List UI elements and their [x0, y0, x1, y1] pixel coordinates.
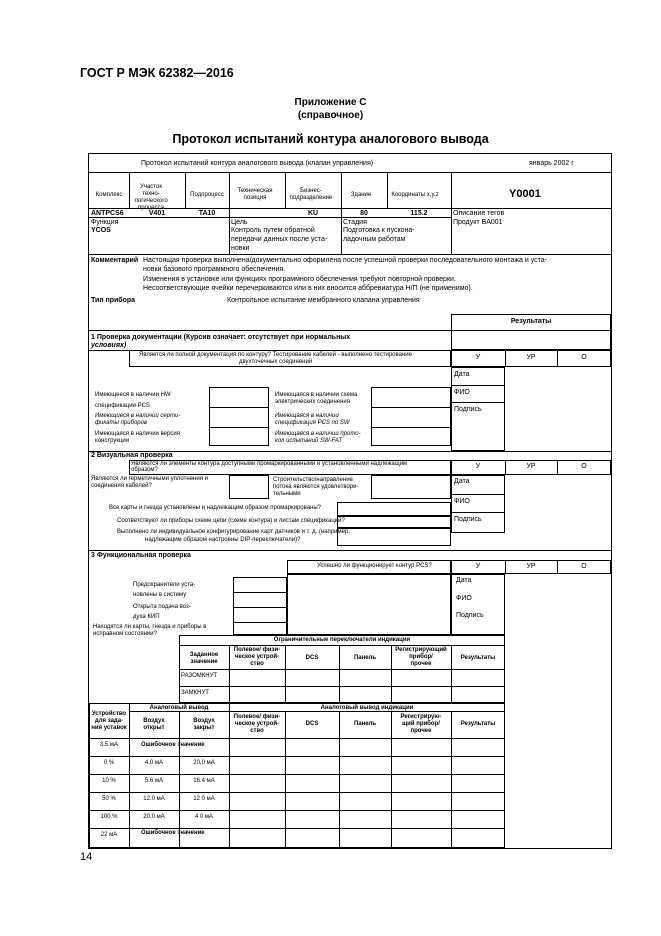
col-business: Бизнес-подразделение	[289, 188, 333, 201]
ai-title: Аналоговый вывод индикации	[320, 705, 414, 711]
s3-o: О	[581, 563, 587, 570]
s1-item-fat: Имеющаяся в наличии прото-	[275, 431, 361, 437]
s3-ur: УР	[526, 563, 536, 570]
comment-line-3: Изменения в установке или функциях программного обеспечения требуют повторной проверки.	[143, 276, 456, 283]
set-value-2: значение	[190, 659, 218, 665]
device-col-3: ния уставок	[91, 725, 127, 731]
s2-q1-line-2: образом?	[131, 467, 158, 473]
air-open-2: открыт	[143, 725, 165, 731]
field-dev-1: Полевое/ физи-	[233, 647, 281, 653]
s2-q2-line-2: соединения кабелей?	[91, 483, 152, 489]
s1-fio: ФИО	[454, 389, 470, 396]
s2-q2-line-1: Являются ли герметичными уплотнения и	[91, 476, 208, 482]
row-1-set: 3.5 мА	[99, 742, 119, 748]
s2-q6-line-1: Выполнено ли индивидуальное конфигурирование карт датчиков и т. д. (например,	[117, 529, 350, 535]
row-5-b: 4 0 мА	[194, 814, 214, 820]
col-complex: Комплекс	[95, 192, 123, 198]
row-4-a: 12.0 мА	[143, 796, 165, 802]
appendix-note: (справочное)	[297, 110, 364, 121]
recorder2-1: Регистрирую-	[400, 714, 442, 720]
row-2-a: 4.0 мА	[144, 760, 164, 766]
s2-q3-line-2: потока являются удовлетвори-	[273, 484, 359, 490]
s2-u: У	[475, 463, 481, 470]
air-closed-2: закрыт	[193, 725, 215, 731]
val-business: KU	[307, 210, 319, 217]
results-col-2: Результаты	[460, 721, 496, 727]
s1-ur: УР	[526, 354, 536, 361]
ao-title: Аналоговый вывод	[149, 705, 209, 711]
form-date: январь 2002 г	[529, 160, 574, 167]
function-label: Функция	[91, 219, 119, 226]
s3-left-6: исправном состоянии?	[93, 631, 157, 637]
stage-label: Стадия	[343, 219, 367, 226]
tag-description: Описание тегов	[453, 210, 505, 217]
goal-label: Цель	[231, 219, 248, 226]
row-5-set: 100 %	[100, 814, 118, 820]
s1-item-wiring-2: электрических соединения	[275, 399, 351, 405]
s1-question-line-2: двухточечных соединений	[239, 359, 313, 365]
s2-ur: УР	[526, 463, 536, 470]
comment-label: Комментарий	[91, 257, 139, 264]
divider	[89, 172, 611, 173]
recorder-1: Регистрирующий	[395, 647, 447, 653]
comment-line-1: Настоящая проверка выполнена/документально оформлена после успешной проверки последовательного монтажа и уста-	[143, 257, 548, 264]
row-3-set: 10 %	[102, 778, 116, 784]
field-dev-3: ство	[250, 661, 264, 667]
val-coords: 115.2	[410, 210, 428, 217]
s3-fio: ФИО	[456, 595, 472, 602]
comment-line-4: Несоответствующие ячейки перечеркиваются или в них вносится аббревиатура Н/П (не применимо).	[143, 285, 473, 292]
s1-item-version-2: конструкции	[95, 438, 130, 444]
s2-date: Дата	[454, 478, 470, 485]
s3-left-3: Открыта подача воз-	[133, 604, 191, 610]
row-2-b: 20,0 мА	[193, 760, 215, 766]
row-6-set: 22 мА	[100, 832, 118, 838]
device-col-1: Устройство	[91, 711, 127, 717]
row-4-b: 12 0 мА	[193, 796, 215, 802]
s1-u: У	[475, 354, 481, 361]
s2-q5: Соответствуют ли приборы схеме цепи (схеме контура) и листам спецификаций?	[117, 518, 345, 524]
recorder-2: прибор/	[409, 654, 433, 660]
s1-title-2: условиях)	[91, 342, 127, 349]
device-col-2: для зада-	[94, 718, 124, 724]
product: Продукт BA001	[453, 219, 503, 226]
row-3-b: 16.4 мА	[193, 778, 215, 784]
field-dev2-1: Полевое/ физи-	[233, 714, 281, 720]
row-6-error: Ошибочное значение	[141, 830, 205, 836]
s2-q3-line-3: тельными	[273, 491, 301, 497]
s1-question-line-1: Является ли полной документация по контуру? Тестирование кабелей - выполнено тестирование	[139, 352, 412, 358]
val-building: 80	[360, 210, 368, 217]
s3-left-2: новлены в систему	[133, 592, 187, 598]
s3-title: 3 Функциональная проверка	[91, 552, 191, 559]
stage-line-2: ладочным работам	[343, 236, 406, 243]
recorder2-3: прочее	[410, 728, 432, 734]
s1-item-fat-2: кол испытаний SW-FAT	[275, 438, 343, 444]
val-subprocess: TA10	[198, 210, 216, 217]
s2-fio: ФИО	[454, 498, 470, 505]
s3-left-1: Предохранители уста-	[133, 582, 196, 588]
row-5-a: 20.0 мА	[143, 814, 165, 820]
function-value: YCOS	[91, 227, 111, 234]
goal-line-2: передачи данных после уста-	[231, 236, 328, 243]
recorder2-2: щий прибор/	[402, 721, 440, 727]
results-col: Результаты	[460, 655, 496, 661]
limit-title: Ограничительные переключатели индикации	[273, 637, 411, 643]
s2-o: О	[581, 463, 587, 470]
col-building: Здание	[350, 192, 372, 198]
s3-left-5: Находятся ли карты, гнезда и приборы в	[93, 624, 207, 630]
s1-item-cert: Имеющиеся в наличии серти-	[95, 413, 181, 419]
col-tech-position: Техническая позиция	[237, 188, 273, 201]
s3-q1: Успешно ли функционирует контур PCS?	[317, 563, 432, 569]
comment-line-2: новки базового программного обеспечения.	[143, 266, 286, 273]
col-coords: Координаты x,y,z	[391, 192, 439, 198]
stage-line-1: Подготовка к пускона-	[343, 227, 415, 234]
s3-u: У	[475, 563, 481, 570]
s2-sign: Подпись	[454, 516, 482, 523]
dcs-header: DCS	[305, 655, 319, 661]
page-number: 14	[80, 851, 93, 863]
dcs-header-2: DCS	[305, 721, 319, 727]
s2-q1-line-1: Являются ли элементы контура доступными промаркированными и установленными надлежащим	[131, 461, 408, 467]
val-complex: ANTPCS6	[91, 210, 124, 217]
s1-item-cert-2: фикаты приборов	[95, 420, 148, 426]
s1-item-spec: Имеющаяся в наличии	[275, 413, 339, 419]
standard-header: ГОСТ Р МЭК 62382—2016	[80, 66, 234, 80]
s1-item-hw-2: спецификации PCS	[95, 403, 150, 409]
air-open-1: Воздух	[143, 718, 165, 724]
s2-q4: Все карты и гнезда установлены и надлежащим образом промаркированы?	[109, 505, 322, 511]
s3-sign: Подпись	[456, 612, 484, 619]
s1-item-version: Имеющаяся в наличии версия	[95, 431, 180, 437]
col-subprocess: Подпроцесс	[190, 192, 224, 198]
goal-line-3: новки	[231, 245, 250, 252]
device-type-value: Контрольное испытание мембранного клапана управления	[227, 297, 420, 304]
s3-date: Дата	[456, 577, 472, 584]
device-type-label: Тип прибора	[91, 297, 136, 304]
set-value-1: Заданное	[189, 652, 219, 658]
s3-left-4: духа КИП	[133, 614, 160, 620]
appendix-label: Приложение С	[294, 97, 367, 108]
tag-code: Y0001	[509, 188, 541, 200]
s2-q6-line-2: надлежащим образом настроены DIP-переключатели)?	[145, 537, 301, 543]
protocol-form	[88, 153, 612, 849]
s1-item-spec-2: спецификация PCS по SW	[275, 420, 350, 426]
panel-header-2: Панель	[353, 721, 377, 727]
s2-q3-line-1: Строительство/направление	[273, 477, 353, 483]
recorder-3: прочее	[410, 661, 432, 667]
s2-title: 2 Визуальная проверка	[91, 452, 173, 459]
air-closed-1: Воздух	[193, 718, 215, 724]
field-dev-2: ческое устрой-	[234, 654, 280, 660]
row-2-set: 0 %	[103, 760, 115, 766]
s1-date: Дата	[454, 371, 470, 378]
row-3-a: 5.6 мА	[144, 778, 164, 784]
col-area: Участок техно-логического процесса	[134, 184, 168, 211]
val-area: V401	[148, 210, 166, 217]
results-header: Результаты	[510, 318, 552, 325]
page-title: Протокол испытаний контура аналогового вывода	[172, 132, 489, 146]
row-4-set: 50 %	[102, 796, 116, 802]
form-header-title: Протокол испытаний контура аналогового вывода (клапан управления)	[141, 160, 374, 167]
state-closed: ЗАМКНУТ	[181, 690, 209, 696]
state-open: РАЗОМКНУТ	[181, 673, 218, 679]
panel-header: Панель	[353, 655, 377, 661]
s1-o: О	[581, 354, 587, 361]
s1-title: 1 Проверка документации (Курсив означает: отсутствует при нормальных	[91, 334, 351, 341]
s1-item-wiring: Имеющаяся в наличии схема	[275, 392, 358, 398]
s1-sign: Подпись	[454, 406, 482, 413]
row-1-error: Ошибочное значение	[141, 742, 205, 748]
field-dev2-2: ческое устрой-	[234, 721, 280, 727]
goal-line-1: Контроль путем обратной	[231, 227, 315, 234]
s1-item-hw: Имеющееся в наличии HW	[95, 392, 171, 398]
field-dev2-3: ство	[250, 728, 264, 734]
